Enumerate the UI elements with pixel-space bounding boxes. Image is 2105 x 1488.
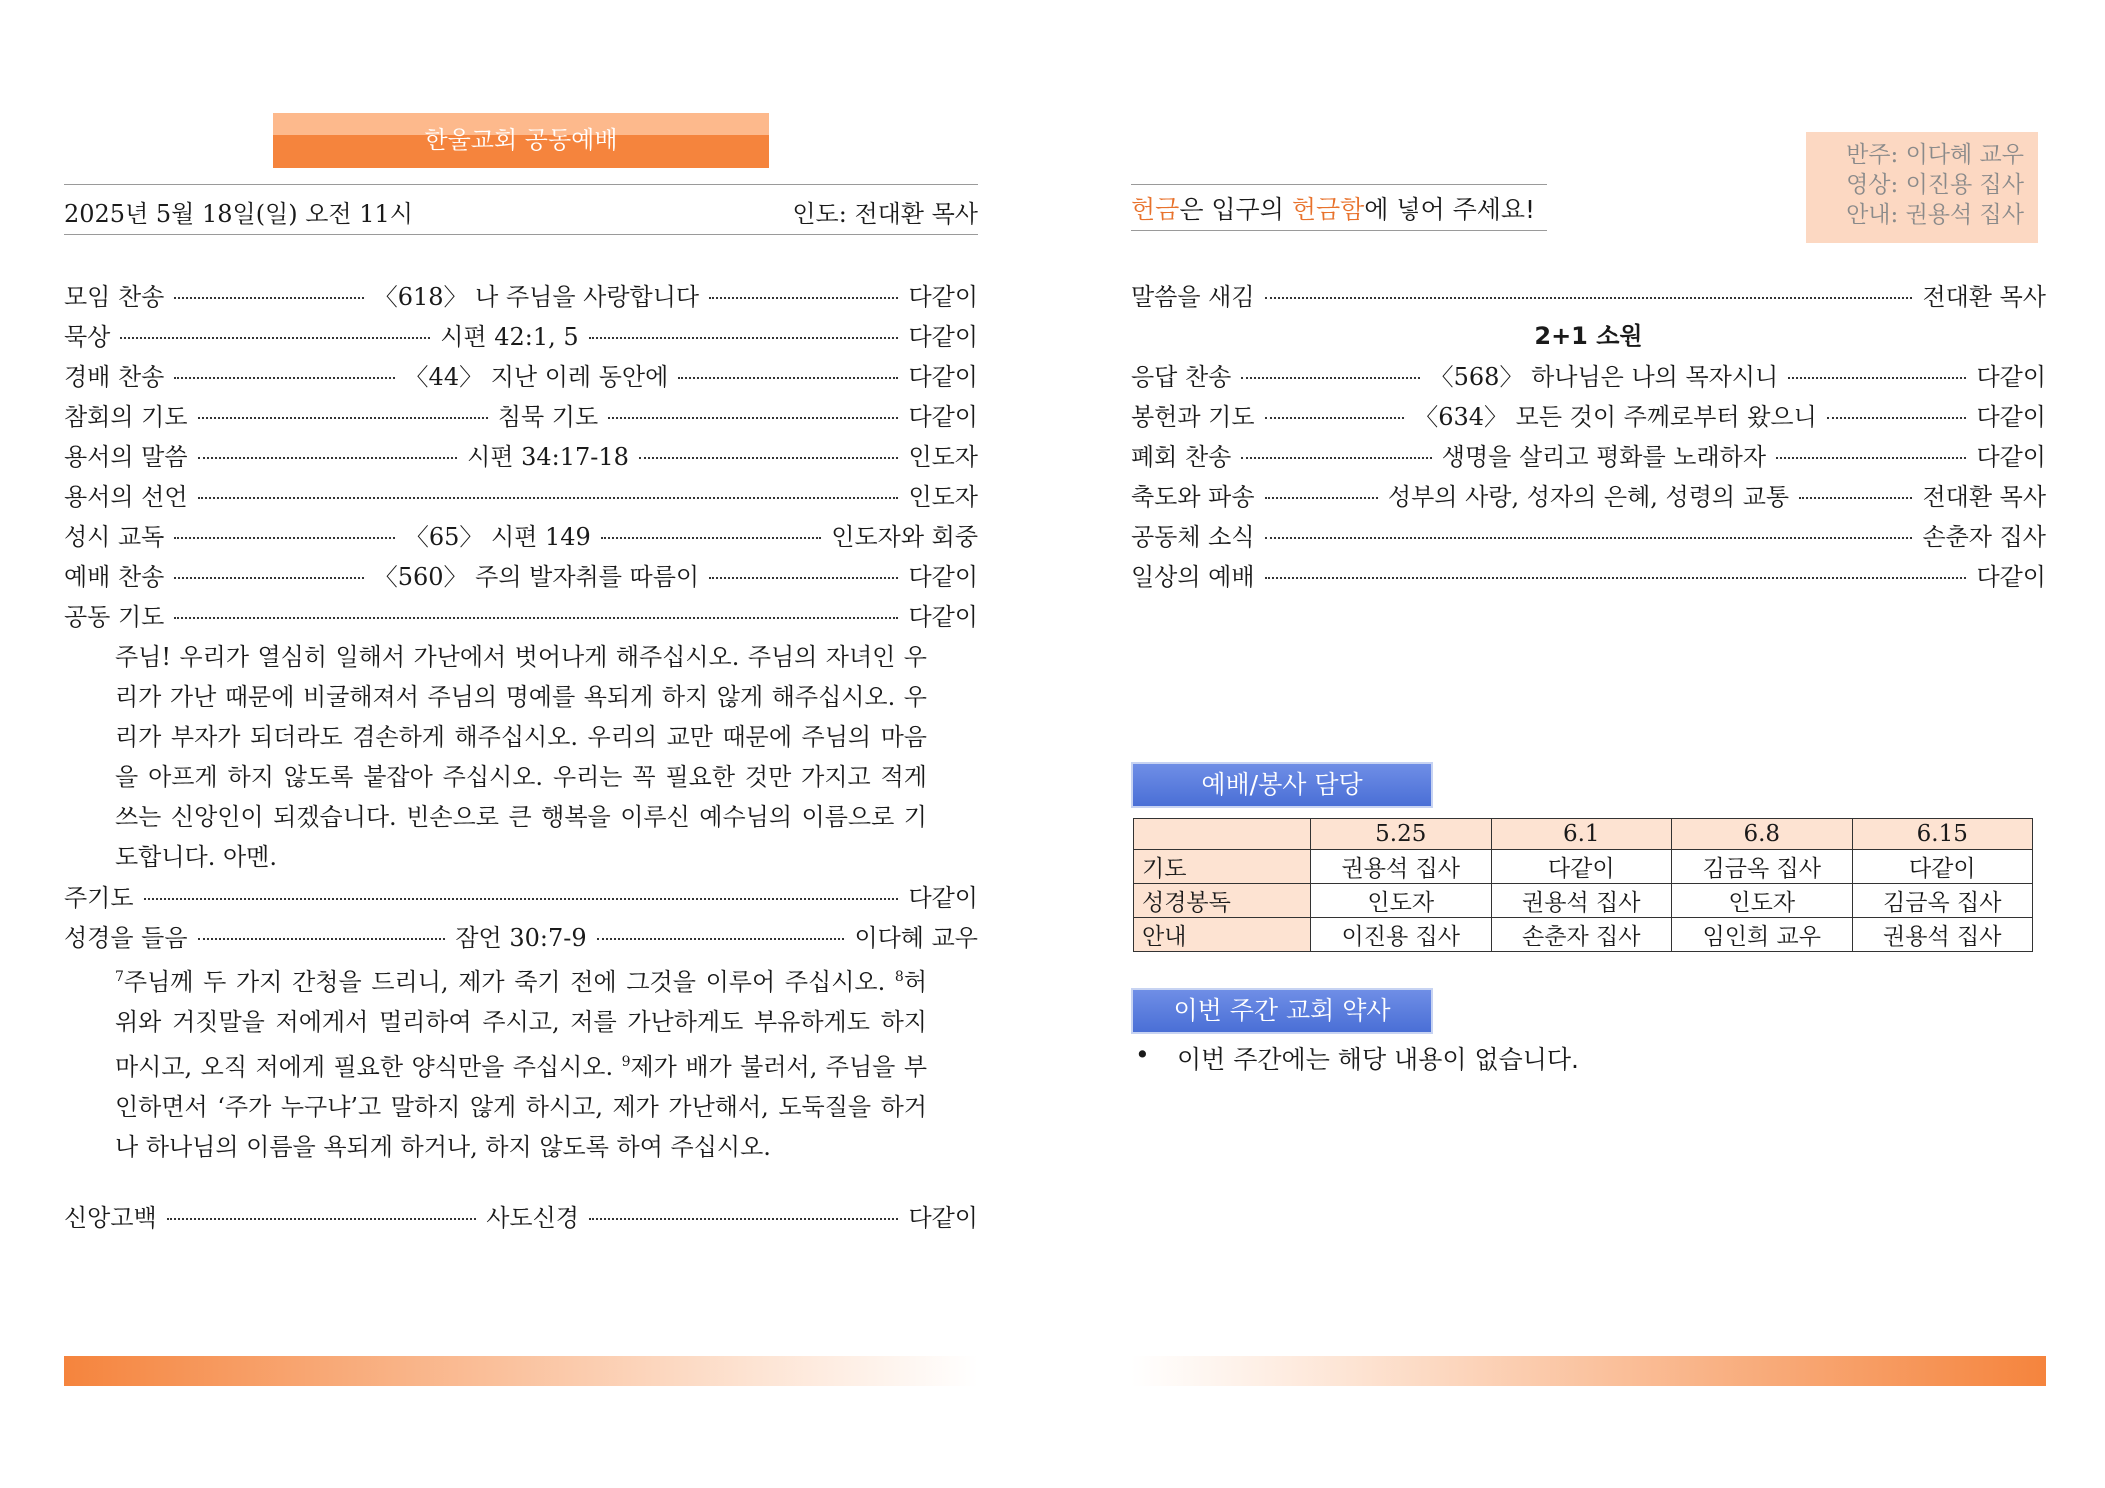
leader-dots (709, 297, 898, 299)
order-item (64, 1196, 978, 1234)
leader-dots (1241, 457, 1431, 459)
table-header-row (1134, 819, 2033, 850)
header-rule-bottom (64, 234, 978, 235)
order-item-responsible: 다같이 (908, 322, 979, 351)
staff-box (1806, 132, 2038, 243)
verse-number: 7 (115, 969, 124, 985)
order-item-responsible: 다같이 (908, 562, 979, 591)
role-label: 성경봉독 (1134, 884, 1311, 918)
order-item (1131, 355, 2046, 393)
order-item (64, 395, 978, 433)
offering-text-2: 에 넣어 주세요! (1364, 195, 1536, 224)
role-label: 안내 (1134, 918, 1311, 952)
order-item-responsible: 다같이 (1976, 362, 2047, 391)
order-item-responsible: 다같이 (1976, 442, 2046, 471)
order-item-name: 공동체 소식 (1131, 522, 1255, 551)
table-cell: 권용석 집사 (1311, 850, 1492, 884)
leader-dots (174, 377, 394, 379)
table-row (1134, 918, 2033, 952)
table-cell: 손춘자 집사 (1491, 918, 1672, 952)
order-item (1131, 555, 2046, 593)
leader-dots (1827, 417, 1967, 419)
order-item (64, 515, 978, 553)
order-item-name: 성경을 들음 (64, 923, 188, 952)
order-item-name: 모임 찬송 (64, 282, 165, 311)
leader-dots (174, 617, 898, 619)
date-line (64, 194, 978, 229)
leader-dots (601, 537, 821, 539)
order-item (1131, 275, 2046, 313)
order-item-name: 말씀을 새김 (1131, 282, 1255, 311)
order-item (64, 595, 978, 633)
leader-dots (1265, 577, 1967, 579)
order-item-detail: 시편 34:17-18 (467, 442, 629, 471)
order-item (1131, 435, 2046, 473)
verse-number: 8 (894, 969, 904, 985)
order-item-responsible: 전대환 목사 (1922, 482, 2047, 511)
order-item-name: 봉헌과 기도 (1131, 402, 1255, 431)
service-banner-title: 한울교회 공동예배 (273, 113, 769, 168)
offering-rule-bottom (1131, 230, 1547, 231)
order-item-responsible: 다같이 (1976, 562, 2046, 591)
leader-dots (1265, 417, 1405, 419)
bullet-icon: • (1135, 1040, 1150, 1069)
table-row (1134, 850, 2033, 884)
leader-dots (1799, 497, 1912, 499)
order-item (64, 355, 978, 393)
order-item-responsible: 다같이 (908, 1203, 978, 1232)
order-item (1131, 395, 2046, 433)
table-cell: 다같이 (1852, 850, 2033, 884)
date-header: 6.1 (1491, 819, 1672, 850)
order-item-name: 폐회 찬송 (1131, 442, 1232, 471)
order-item-detail: 〈618〉 나 주님을 사랑합니다 (373, 282, 700, 311)
order-item-detail: 〈634〉 모든 것이 주께로부터 왔으니 (1414, 402, 1817, 431)
order-item-name: 공동 기도 (64, 602, 165, 631)
order-item (64, 275, 978, 313)
leader-dots (1265, 297, 1913, 299)
order-item (1131, 475, 2046, 513)
duty-table (1133, 818, 2033, 952)
service-leader: 인도: 전대환 목사 (792, 200, 978, 228)
staff-usher: 안내: 권용석 집사 (1846, 202, 2024, 228)
order-item-name: 응답 찬송 (1131, 362, 1232, 391)
staff-accompanist: 반주: 이다혜 교우 (1846, 142, 2024, 168)
header-rule-top (64, 184, 978, 185)
order-item-responsible: 다같이 (908, 883, 978, 912)
leader-dots (589, 1218, 898, 1220)
order-item-responsible: 인도자 (908, 442, 978, 471)
leader-dots (198, 457, 458, 459)
order-item (64, 555, 978, 593)
order-item-name: 성시 교독 (64, 522, 165, 551)
order-item-detail: 〈44〉 지난 이레 동안에 (404, 362, 669, 391)
schedule-section-title: 이번 주간 교회 약사 (1131, 988, 1433, 1034)
order-item-responsible: 이다혜 교우 (854, 923, 978, 952)
footer-bar-left (64, 1356, 978, 1386)
order-item-name: 경배 찬송 (64, 362, 165, 391)
order-item-name: 주기도 (64, 883, 134, 912)
leader-dots (597, 938, 845, 940)
prayer-text: 주님! 우리가 열심히 일해서 가난에서 벗어나게 해주십시오. 주님의 자녀인 우리가 가난 때문에 비굴해져서 주님의 명예를 욕되게 하지 않게 해주십시오. 우리가 부자가 되더라도 겸손하게 해주십시오. 우리의 교만 때문에 주님의 마음을 아프게 하지 않도록 붙잡아 주십시오. 우리는 꼭 필요한 것만 가지고 적게 쓰는 신앙인이 되겠습니다. 빈손으로 큰 행복을 이루신 예수님의 이름으로 기도합니다. 아멘. (115, 643, 927, 871)
order-item (1131, 515, 2046, 553)
footer-bar-right (1131, 1356, 2046, 1386)
verse-text: 제가 배가 불러서, 주님을 부인하면서 ‘주가 누구냐’고 말하지 않게 하시고, 제가 가난해서, 도둑질을 하거나 하나님의 이름을 욕되게 하거나, 하지 않도록 하여 주십시오. (115, 1053, 928, 1161)
staff-video: 영상: 이진용 집사 (1846, 172, 2024, 198)
order-item-responsible: 다같이 (908, 282, 979, 311)
leader-dots (639, 457, 899, 459)
order-item (64, 475, 978, 513)
leader-dots (608, 417, 898, 419)
duty-section-title: 예배/봉사 담당 (1131, 762, 1433, 808)
order-item-responsible: 다같이 (908, 602, 978, 631)
leader-dots (1265, 497, 1378, 499)
verse-text: 허위와 거짓말을 저에게서 멀리하여 주시고, 저를 가난하게도 부유하게도 하지 마시고, 오직 저에게 필요한 양식만을 주십시오. (115, 968, 927, 1081)
leader-dots (709, 577, 898, 579)
order-item-responsible: 손춘자 집사 (1922, 522, 2046, 551)
order-item-detail: 성부의 사랑, 성자의 은혜, 성령의 교통 (1387, 482, 1790, 511)
leader-dots (144, 898, 899, 900)
order-item-name: 참회의 기도 (64, 402, 188, 431)
table-cell: 김금옥 집사 (1852, 884, 2033, 918)
leader-dots (1265, 537, 1913, 539)
table-cell: 인도자 (1311, 884, 1492, 918)
order-item-detail: 시편 42:1, 5 (440, 322, 579, 351)
leader-dots (174, 297, 363, 299)
order-item-detail: 〈568〉 하나님은 나의 목자시니 (1429, 362, 1779, 391)
order-item-detail: 〈560〉 주의 발자취를 따름이 (373, 562, 700, 591)
leader-dots (198, 497, 899, 499)
order-item-responsible: 인도자 (908, 482, 978, 511)
scripture-text (115, 957, 927, 1167)
order-item-name: 용서의 말씀 (64, 442, 188, 471)
leader-dots (120, 337, 430, 339)
order-item-detail: 침묵 기도 (497, 402, 599, 431)
role-label: 기도 (1134, 850, 1311, 884)
leader-dots (589, 337, 899, 339)
order-item-name: 묵상 (64, 322, 111, 351)
order-item-name: 용서의 선언 (64, 482, 188, 511)
order-item-detail: 〈65〉 시편 149 (404, 522, 591, 551)
order-item (64, 916, 978, 954)
order-item-responsible: 다같이 (908, 402, 978, 431)
leader-dots (174, 537, 394, 539)
order-item-name: 신앙고백 (64, 1203, 157, 1232)
leader-dots (1241, 377, 1419, 379)
leader-dots (678, 377, 898, 379)
date-header: 5.25 (1311, 819, 1492, 850)
verse-number: 9 (621, 1054, 631, 1070)
order-item (64, 315, 978, 353)
date-header: 6.15 (1852, 819, 2033, 850)
table-row (1134, 884, 2033, 918)
table-cell: 임인희 교우 (1672, 918, 1853, 952)
verse-text: 주님께 두 가지 간청을 드리니, 제가 죽기 전에 그것을 이루어 주십시오. (123, 968, 895, 996)
order-item-name: 일상의 예배 (1131, 562, 1255, 591)
order-item-detail: 잠언 30:7-9 (455, 923, 587, 952)
order-item-responsible: 전대환 목사 (1922, 282, 2046, 311)
leader-dots (167, 1218, 476, 1220)
order-item-detail: 생명을 살리고 평화를 노래하자 (1441, 442, 1767, 471)
order-item-name: 축도와 파송 (1131, 482, 1255, 511)
offering-rule-top (1131, 184, 1547, 185)
table-cell: 권용석 집사 (1852, 918, 2033, 952)
table-cell: 인도자 (1672, 884, 1853, 918)
table-cell: 권용석 집사 (1491, 884, 1672, 918)
service-date: 2025년 5월 18일(일) 오전 11시 (64, 200, 413, 228)
order-item-responsible: 다같이 (908, 362, 978, 391)
sermon-title: 2+1 소원 (1534, 322, 1643, 350)
leader-dots (198, 938, 446, 940)
leader-dots (1788, 377, 1966, 379)
offering-text-1: 은 입구의 (1179, 195, 1292, 224)
leader-dots (198, 417, 488, 419)
table-corner (1134, 819, 1311, 850)
table-cell: 김금옥 집사 (1672, 850, 1853, 884)
order-item (64, 876, 978, 914)
order-item-responsible: 인도자와 회중 (831, 522, 978, 551)
offering-box-word: 헌금함 (1291, 195, 1365, 224)
date-header: 6.8 (1672, 819, 1853, 850)
list-item (1131, 1040, 1579, 1076)
order-item-responsible: 다같이 (1976, 402, 2046, 431)
schedule-item-text: 이번 주간에는 해당 내용이 없습니다. (1177, 1045, 1579, 1074)
offering-word: 헌금 (1131, 195, 1180, 224)
order-item-name: 예배 찬송 (64, 562, 165, 591)
leader-dots (1776, 457, 1966, 459)
table-cell: 다같이 (1491, 850, 1672, 884)
table-cell: 이진용 집사 (1311, 918, 1492, 952)
order-item (64, 435, 978, 473)
leader-dots (174, 577, 363, 579)
offering-notice (1131, 190, 1535, 226)
order-item-detail: 사도신경 (486, 1203, 579, 1232)
